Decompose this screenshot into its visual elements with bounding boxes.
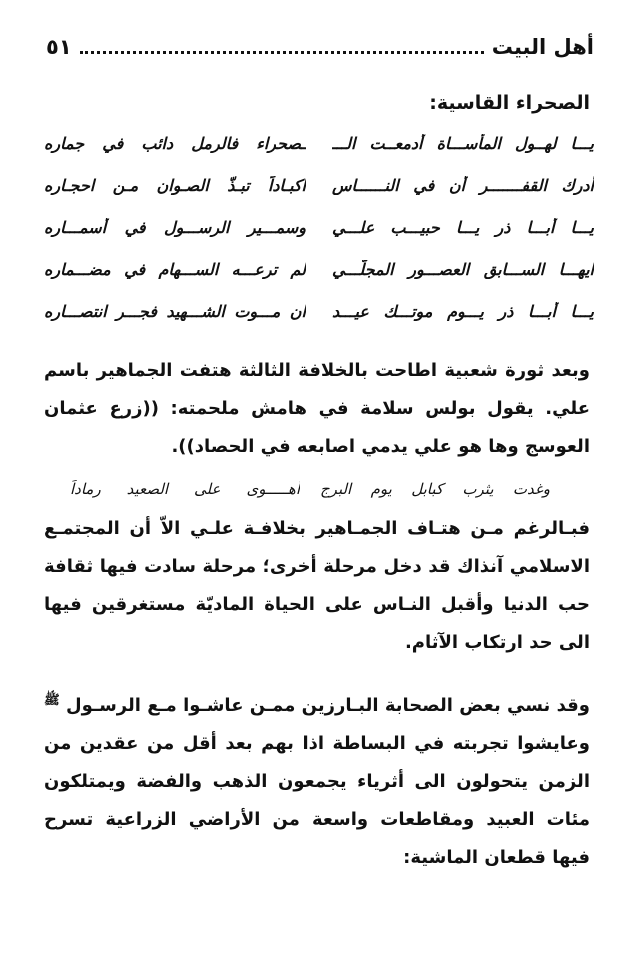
pbuh-honorific-icon: ﷺ	[44, 693, 60, 708]
verse-second-hemistich: لم ترعـــه الســـهام في مضـــماره	[44, 260, 306, 279]
header-dot-leader	[80, 49, 484, 54]
poem-verse	[44, 170, 594, 212]
header-title: أهل البيت	[491, 35, 594, 59]
single-verse	[70, 476, 550, 506]
verse-second-hemistich: ان مـــوت الشـــهيد فجـــر انتصـــاره	[44, 302, 306, 321]
verse-second-hemistich: اكبـاداً تبـذّ الصـوان مـن احجـاره	[44, 176, 306, 195]
paragraph-text	[44, 682, 590, 877]
paragraph-3	[44, 682, 590, 877]
section-title: الصحراء القاسية:	[429, 92, 590, 114]
verse-first-hemistich: ايهـــا الســـابق العصـــور المجلّـــي	[332, 260, 594, 279]
paragraph-text: فبـالرغم مـن هتـاف الجمـاهير بخلافـة علـي الاّ أن المجتمـع الاسلامي آنذاك قد دخل مرحلة أخرى؛ مرحلة سادت فيها ثقافة حب الدنيا وأقبل النـاس على الحياة الماديّة مستغرقين فيها الى حد ارتكاب الآثام.	[44, 518, 590, 653]
verse-first-hemistich: يـــا أبـــا ذر يـــوم موتـــك عيـــد	[332, 302, 594, 321]
poem	[44, 128, 594, 338]
verse-second-hemistich: ـصحراء فالرمل دائب في جماره	[44, 134, 306, 153]
verse-first-hemistich: يـــا أبـــا ذر يـــا حبيـــب علـــي	[332, 218, 594, 237]
verse-first-hemistich: يـــا لهــول المأســـاة أدمعــت الـــ	[332, 134, 594, 153]
paragraph-text: وبعد ثورة شعبية اطاحت بالخلافة الثالثة هتفت الجماهير باسم علي. يقول بولس سلامة في هامش ملحمته: ((زرع عثمان العوسج وها هو علي يدمي اصابعه في الحصاد)).	[44, 360, 590, 457]
verse-second-hemistich: أهـــــوى على الصعيد رماداً	[70, 480, 300, 498]
page-number: ٥١	[46, 35, 72, 59]
poem-verse	[44, 128, 594, 170]
paragraph-1	[44, 352, 590, 466]
verse-first-hemistich: أدرك القفـــــــر أن في النــــــاس	[332, 176, 594, 195]
poem-verse	[44, 254, 594, 296]
running-header	[46, 30, 594, 64]
poem-verse	[44, 296, 594, 338]
paragraph-text-part: وعايشوا تجربته في البساطة اذا بهم بعد أقل من عقدين من الزمن يتحولون الى أثرياء يجمعون الذهب والفضة ويمتلكون مئات العبيد ومقاطعات واسعة من الأراضي الزراعية تسرح فيها قطعان الماشية:	[44, 733, 590, 868]
poem-verse	[44, 212, 594, 254]
paragraph-text-part: وقد نسي بعض الصحابة البـارزين ممـن عاشـوا مـع الرسـول	[66, 695, 590, 716]
verse-second-hemistich: وسمـــير الرســـول في أسمـــاره	[44, 218, 306, 237]
verse-first-hemistich: وغدت يثرب كبابل يوم البرج	[320, 480, 550, 498]
paragraph-2	[44, 510, 590, 662]
